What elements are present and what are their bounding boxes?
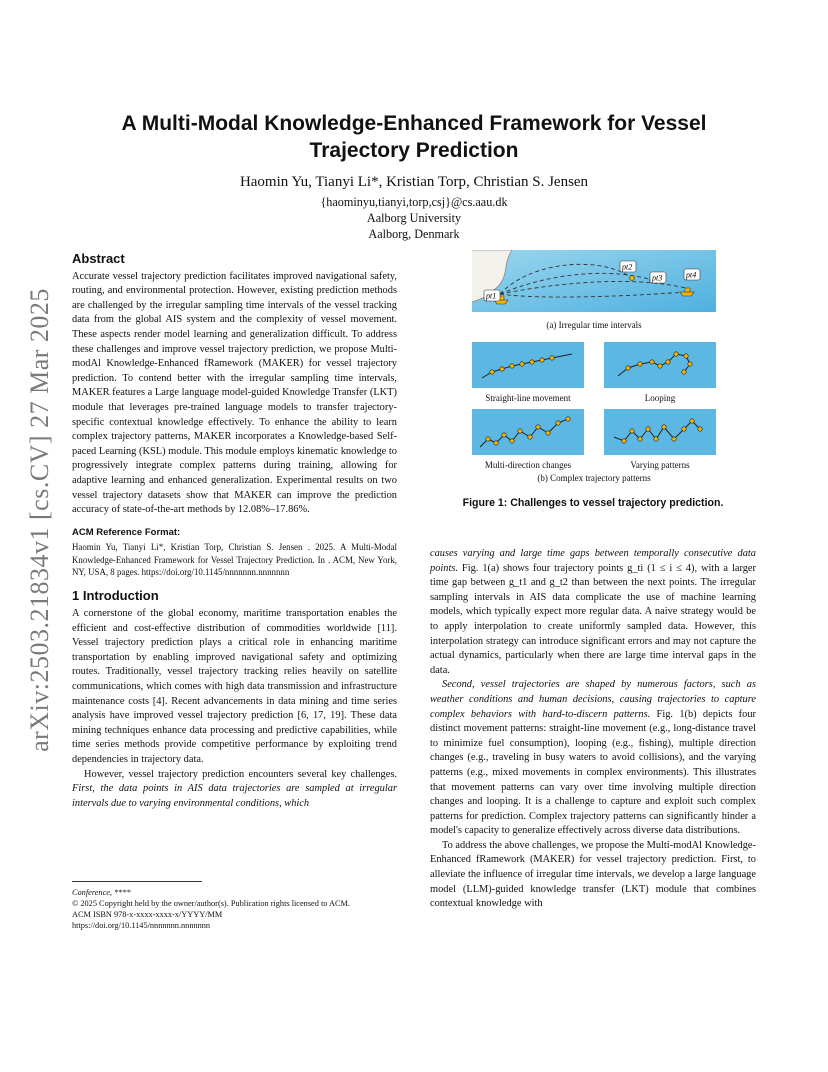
caption-a: (a) Irregular time intervals [546, 320, 642, 330]
title-line-2: Trajectory Prediction [309, 139, 519, 162]
footnote-rule [72, 881, 202, 882]
right-p2-rest: Fig. 1(b) depicts four distinct movement patterns: straight-line movement (e.g., long-distance travel to minimize fuel consumption), looping (e.g., fishing), multiple direction changes (e.g., traveling in busy waters to avoid collisions), and the varying patterns (e.g., mixed movements in complex environments). This illustrates that movement patterns can vary over time involving multiple direction changes and looping. It is a challenge to capture and exploit such complex patterns for prediction. Complex trajectory patterns can significantly hinder a model's capacity to generalize effectively across diverse data distributions. [430, 708, 756, 837]
author-email: {haominyu,tianyi,torp,csj}@cs.aau.dk [320, 195, 508, 209]
paper-title [90, 110, 738, 164]
pattern-multi-direction [472, 409, 584, 470]
pattern-row-1 [472, 342, 716, 403]
figure-1 [472, 250, 716, 483]
intro-p2-plain: However, vessel trajectory prediction encounters several key challenges. [84, 768, 397, 780]
arxiv-id: arXiv:2503.21834v1 [cs.CV] 27 Mar 2025 [25, 288, 54, 752]
abstract-text: Accurate vessel trajectory prediction facilitates improved navigational safety, routing, and environmental protection. However, existing prediction methods are challenged by the irregular sampling time intervals of the vessel tracking data from the global AIS system and the complexity of vessel movement. These aspects render model learning and generalization difficult. To address these challenges and improve vessel trajectory prediction, we propose Multi-modAl Knowledge-Enhanced fRamework (MAKER) for vessel trajectory prediction. To contend better with the irregular sampling time intervals, MAKER features a Large language model-guided Knowledge Transfer (LKT) module that leverages pre-trained language models to transfer trajectory-specific contextual knowledge effectively. To enhance the ability to learn complex trajectory patterns, MAKER incorporates a Knowledge-based Self-paced Learning (KSL) module. This module employs kinematic knowledge to progressively integrate complex patterns during training, allowing for adaptive learning and enhanced generalization. Experimental results on two vessel trajectory datasets show that MAKER can improve the prediction accuracy of state-of-the-art methods by 12.08%–17.86%. [72, 270, 397, 516]
label-multi-direction: Multi-direction changes [484, 460, 572, 470]
point-label-3: pt3 [652, 273, 663, 283]
left-column [72, 252, 397, 811]
label-looping: Looping [644, 393, 676, 403]
point-label-4: pt4 [686, 270, 697, 280]
title-line-1: A Multi-Modal Knowledge-Enhanced Framework for Vessel [121, 112, 707, 135]
label-varying: Varying patterns [630, 460, 690, 470]
footnote [72, 887, 397, 931]
right-p1-rest: Fig. 1(a) shows four trajectory points g_ti (1 ≤ i ≤ 4), with a larger time gap between g_t1 and g_t2 than between the next points. The irregular sampling intervals in AIS data complicate the use of machine learning models, which typically expect more regular data. A naive strategy would be to apply interpolation to create uniformly sampled data. However, this interpolation strategy can introduce significant errors and may not capture the actual dynamics, particularly when there are large time interval gaps in the data. [430, 562, 756, 676]
right-paragraph-1 [430, 547, 756, 678]
acm-reference-heading: ACM Reference Format: [72, 526, 181, 538]
author-list: Haomin Yu, Tianyi Li*, Kristian Torp, Christian S. Jensen [239, 174, 589, 190]
varying-map [604, 409, 716, 455]
multi-direction-map [472, 409, 584, 455]
intro-paragraph-2 [72, 768, 397, 812]
pattern-straight [472, 342, 584, 403]
point-label-1: pt1 [486, 291, 497, 301]
straight-line-map [472, 342, 584, 388]
arxiv-stamp [20, 280, 60, 760]
right-paragraph-3: To address the above challenges, we propose the Multi-modAl Knowledge-Enhanced fRamework (MAKER) for vessel trajectory prediction. First, to alleviate the influence of irregular time intervals, we develop a large language model (LLM)-guided knowledge transfer (LKT) module that combines contextual knowledge with [430, 839, 756, 910]
pattern-row-2 [472, 409, 716, 470]
abstract-heading: Abstract [72, 251, 125, 266]
acm-reference-text: Haomin Yu, Tianyi Li*, Kristian Torp, Christian S. Jensen . 2025. A Multi-Modal Knowledge-Enhanced Framework for Vessel Trajectory Prediction. In . ACM, New York, NY, USA, 8 pages. https://doi.org/10.1145/nnnnnnn.nnnnnnn [72, 542, 397, 578]
right-paragraph-2 [430, 678, 756, 839]
intro-paragraph-1: A cornerstone of the global economy, maritime transportation enables the efficient and cost-effective distribution of commodities worldwide [11]. Vessel trajectory prediction plays a critical role in enhancing maritime transportation by enabling improved navigational safety and optimizing routes. Traditionally, vessel trajectory tracking relies heavily on satellite communications, which comes with high data transmission and infrastructure maintenance costs [4]. Recent advancements in data mining and time series analysis have improved vessel trajectory prediction [6, 17, 19]. These data mining techniques enhance data processing and predictive capabilities, while time series methods provide competitive performance by exploiting trend dependencies in trajectory data. [72, 608, 397, 766]
looping-map [604, 342, 716, 388]
affiliation-location: Aalborg, Denmark [368, 227, 460, 241]
point-label-2: pt2 [622, 262, 633, 272]
footnote-conference: Conference, **** [72, 888, 131, 897]
intro-p2-italic: First, the data points in AIS data trajectories are sampled at irregular intervals due to varying environmental conditions, which [72, 783, 397, 809]
introduction-heading: 1 Introduction [72, 587, 159, 603]
right-column [430, 547, 756, 912]
footnote-isbn: ACM ISBN 978-x-xxxx-xxxx-x/YYYY/MM [72, 910, 223, 919]
caption-b: (b) Complex trajectory patterns [537, 473, 651, 483]
label-straight-line: Straight-line movement [485, 393, 571, 403]
right-p2-italic: Second, vessel trajectories are shaped by numerous factors, such as weather conditions and human decisions, causing trajectories to capture complex behaviors with hard-to-discern patterns. [430, 679, 756, 720]
pattern-varying [604, 409, 716, 470]
pattern-looping [604, 342, 716, 403]
right-p1-italic: causes varying and large time gaps between temporally consecutive data points. [430, 548, 756, 574]
figure-caption: Figure 1: Challenges to vessel trajectory prediction. [462, 497, 724, 509]
affiliation: Aalborg University [366, 211, 462, 225]
footnote-copyright: © 2025 Copyright held by the owner/author(s). Publication rights licensed to ACM. [72, 899, 350, 908]
figure-panel-a [472, 250, 716, 312]
footnote-doi: https://doi.org/10.1145/nnnnnnn.nnnnnnn [72, 921, 211, 930]
